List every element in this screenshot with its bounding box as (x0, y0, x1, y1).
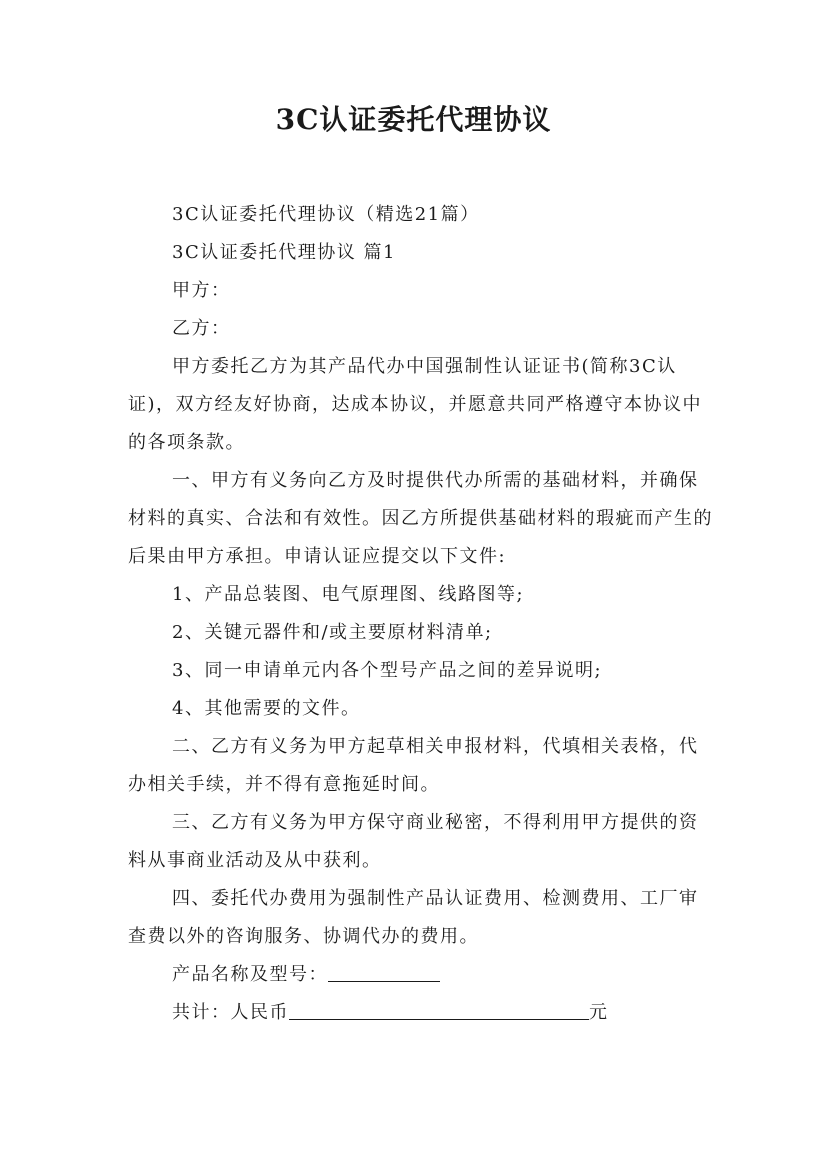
clause-1: 一、甲方有义务向乙方及时提供代办所需的基础材料，并确保材料的真实、合法和有效性。因乙方所提供基础材料的瑕疵而产生的后果由甲方承担。申请认证应提交以下文件: (128, 470, 713, 567)
document-body (128, 196, 716, 1032)
list-item-3: 3、同一申请单元内各个型号产品之间的差异说明; (172, 660, 603, 681)
clause-2: 二、乙方有义务为甲方起草相关申报材料，代填相关表格，代办相关手续，并不得有意拖延时间。 (128, 736, 699, 795)
party-b-line: 乙方： (172, 318, 231, 339)
document-title: 3C认证委托代理协议 (275, 103, 552, 136)
list-item-2: 2、关键元器件和/或主要原材料清单; (172, 622, 493, 643)
product-name-label: 产品名称及型号： (172, 964, 328, 985)
list-item-1: 1、产品总装图、电气原理图、线路图等; (172, 584, 525, 605)
paragraph-intro: 甲方委托乙方为其产品代办中国强制性认证证书(简称3C认证)，双方经友好协商，达成本协议，并愿意共同严格遵守本协议中的各项条款。 (128, 356, 703, 453)
clause-3: 三、乙方有义务为甲方保守商业秘密，不得利用甲方提供的资料从事商业活动及从中获利。 (128, 812, 699, 871)
clause-4: 四、委托代办费用为强制性产品认证费用、检测费用、工厂审查费以外的咨询服务、协调代办的费用。 (128, 888, 699, 947)
product-name-line (128, 956, 716, 994)
party-a-line: 甲方： (172, 280, 231, 301)
paragraph-subtitle: 3C认证委托代理协议（精选21篇） (172, 204, 480, 225)
product-name-blank (328, 963, 440, 982)
total-unit: 元 (589, 1002, 609, 1023)
total-label: 共计：人民币 (172, 1002, 289, 1023)
total-line (128, 994, 716, 1032)
paragraph-section-heading: 3C认证委托代理协议 篇1 (172, 242, 396, 263)
total-amount-blank (289, 1001, 589, 1020)
list-item-4: 4、其他需要的文件。 (172, 698, 361, 719)
